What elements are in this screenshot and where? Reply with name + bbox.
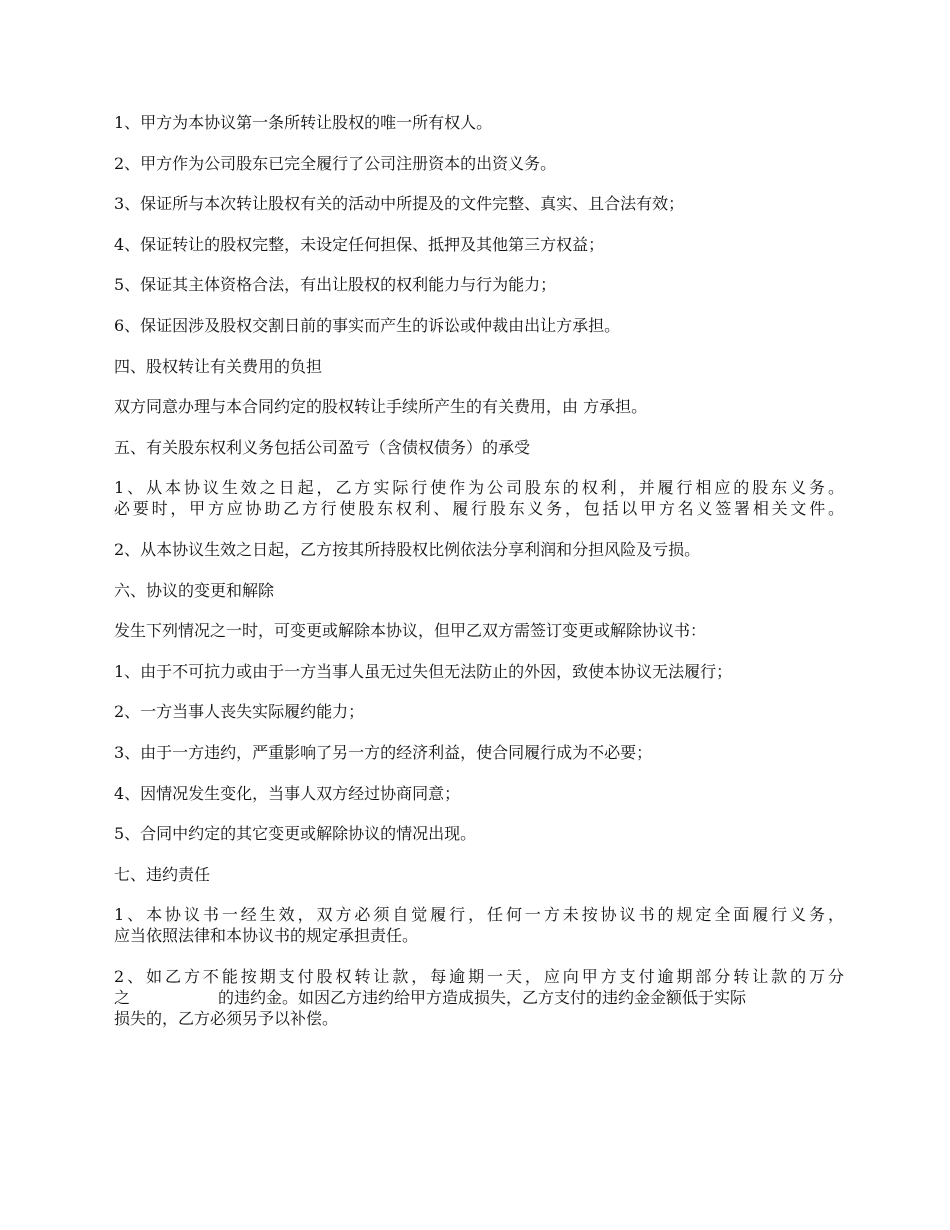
change-clause-5: 5、合同中约定的其它变更或解除协议的情况出现。 (114, 824, 477, 844)
section-heading-5: 五、有关股东权利义务包括公司盈亏（含债权债务）的承受 (114, 437, 531, 457)
change-clause-4: 4、因情况发生变化，当事人双方经过协商同意； (114, 783, 461, 803)
change-clause-1: 1、由于不可抗力或由于一方当事人虽无过失但无法防止的外因，致使本协议无法履行； (114, 661, 733, 681)
clause-1: 1、甲方为本协议第一条所转让股权的唯一所有权人。 (114, 113, 493, 132)
section-heading-4: 四、股权转让有关费用的负担 (114, 356, 323, 376)
section-heading-7: 七、违约责任 (114, 864, 211, 884)
rights-clause-2: 2、从本协议生效之日起，乙方按其所持股权比例依法分享利润和分担风险及亏损。 (114, 539, 701, 559)
section-heading-6: 六、协议的变更和解除 (114, 580, 275, 600)
change-intro: 发生下列情况之一时，可变更或解除本协议，但甲乙双方需签订变更或解除协议书： (114, 621, 707, 641)
liability-clause-2 (114, 966, 844, 1029)
rights-clause-1-line-1: 1、从本协议生效之日起，乙方实际行使作为公司股东的权利，并履行相应的股东义务。 (114, 478, 844, 498)
fees-paragraph: 双方同意办理与本合同约定的股权转让手续所产生的有关费用，由 方承担。 (114, 397, 648, 417)
liability-clause-2-line-2-text: 的违约金。如因乙方违约给甲方造成损失，乙方支付的违约金金额低于实际 (218, 987, 747, 1007)
clause-6: 6、保证因涉及股权交割日前的事实而产生的诉讼或仲裁由出让方承担。 (114, 315, 621, 335)
document-page (114, 112, 844, 1048)
clause-5: 5、保证其主体资格合法，有出让股权的权利能力与行为能力； (114, 275, 557, 295)
liability-clause-2-line-1: 2、如乙方不能按期支付股权转让款，每逾期一天，应向甲方支付逾期部分转让款的万分 (114, 966, 844, 986)
rights-clause-1 (114, 477, 844, 519)
clause-4: 4、保证转让的股权完整，未设定任何担保、抵押及其他第三方权益； (114, 234, 605, 254)
liability-clause-2-line-2 (114, 987, 844, 1008)
liability-clause-2-line-2-prefix: 之 (114, 987, 131, 1007)
liability-clause-1 (114, 904, 844, 946)
liability-clause-1-line-1: 1、本协议书一经生效，双方必须自觉履行，任何一方未按协议书的规定全面履行义务， (114, 905, 844, 925)
rights-clause-1-line-2: 必要时，甲方应协助乙方行使股东权利、履行股东义务，包括以甲方名义签署相关文件。 (114, 499, 844, 519)
clause-3: 3、保证所与本次转让股权有关的活动中所提及的文件完整、真实、且合法有效； (114, 194, 685, 214)
clause-2: 2、甲方作为公司股东已完全履行了公司注册资本的出资义务。 (114, 153, 557, 173)
change-clause-3: 3、由于一方违约，严重影响了另一方的经济利益，使合同履行成为不必要； (114, 742, 653, 762)
liability-clause-1-line-2: 应当依照法律和本协议书的规定承担责任。 (114, 926, 419, 946)
liability-clause-2-line-3: 损失的，乙方必须另予以补偿。 (114, 1008, 339, 1028)
change-clause-2: 2、一方当事人丧失实际履约能力； (114, 702, 365, 722)
